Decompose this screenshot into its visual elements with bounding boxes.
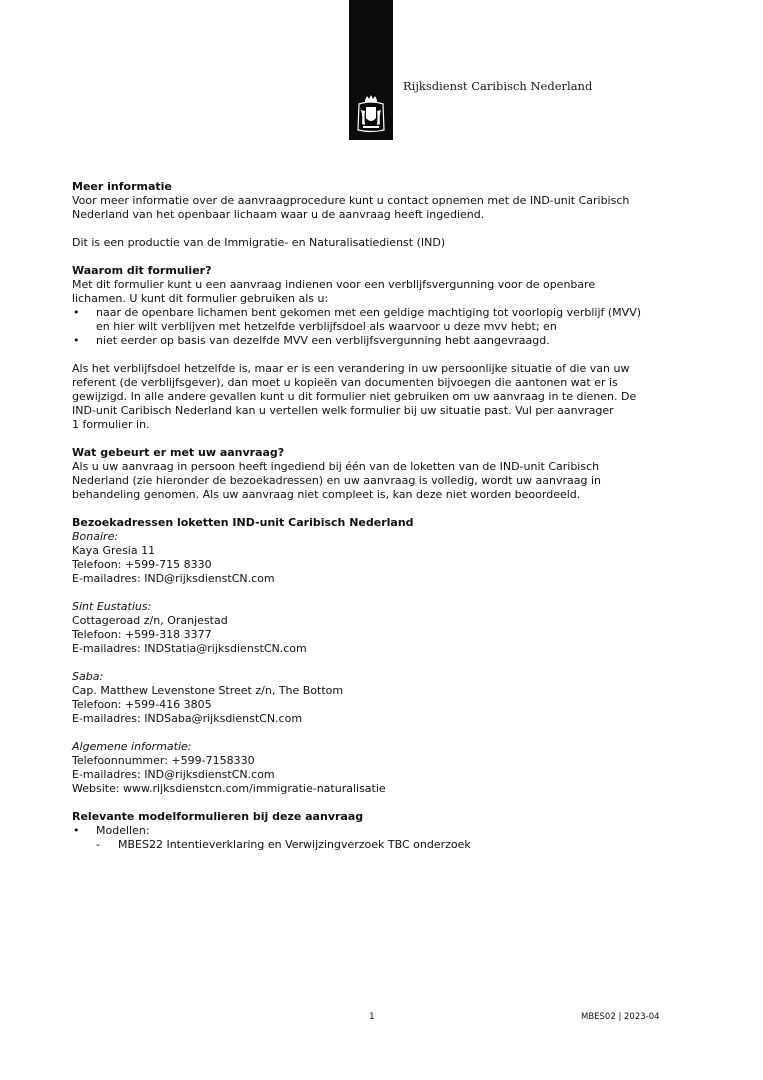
- text-line: Met dit formulier kunt u een aanvraag indienen voor een verblijfsvergunning voor de openbare: [72, 278, 596, 291]
- production-note: Dit is een productie van de Immigratie- en Naturalisatiedienst (IND): [72, 236, 446, 249]
- form-code: MBES02 | 2023-04: [581, 1012, 660, 1022]
- text-line: Voor meer informatie over de aanvraagprocedure kunt u contact opnemen met de IND-unit Caribisch: [72, 194, 630, 207]
- location-title-saba: Saba:: [72, 670, 104, 683]
- text-line: 1 formulier in.: [72, 418, 150, 431]
- page-number: 1: [369, 1012, 375, 1022]
- list-item: [72, 334, 682, 348]
- list-item-text: Modellen:: [96, 824, 150, 837]
- organization-name: Rijksdienst Caribisch Nederland: [403, 79, 593, 93]
- location-title-sint-eustatius: Sint Eustatius:: [72, 600, 152, 613]
- text-line: Nederland (zie hieronder de bezoekadressen) en uw aanvraag is volledig, wordt uw aanvraag in: [72, 474, 602, 487]
- phone-line: Telefoon: +599-318 3377: [72, 628, 212, 641]
- email-line: E-mailadres: IND@rijksdienstCN.com: [72, 572, 275, 585]
- heading-bezoekadressen: Bezoekadressen loketten IND-unit Caribisch Nederland: [72, 516, 414, 529]
- text-line: IND-unit Caribisch Nederland kan u vertellen welk formulier bij uw situatie past. Vul per aanvrager: [72, 404, 614, 417]
- coat-of-arms-icon: [356, 94, 386, 134]
- list-item: [72, 824, 682, 838]
- logo-bar: [349, 0, 393, 140]
- phone-line: Telefoon: +599-416 3805: [72, 698, 212, 711]
- list-item-text: en hier wilt verblijven met hetzelfde verblijfsdoel als waarvoor u deze mvv hebt; en: [96, 320, 557, 333]
- bullet-glyph: •: [73, 306, 80, 319]
- phone-line: Telefoonnummer: +599-7158330: [72, 754, 255, 767]
- heading-wat-gebeurt: Wat gebeurt er met uw aanvraag?: [72, 446, 285, 459]
- email-line: E-mailadres: INDSaba@rijksdienstCN.com: [72, 712, 303, 725]
- heading-waarom: Waarom dit formulier?: [72, 264, 212, 277]
- text-line: gewijzigd. In alle andere gevallen kunt u dit formulier niet gebruiken om uw aanvraag in te dienen. De: [72, 390, 637, 403]
- list-item-text: naar de openbare lichamen bent gekomen met een geldige machtiging tot voorlopig verblijf (MVV): [96, 306, 642, 319]
- website-line: Website: www.rijksdienstcn.com/immigratie-naturalisatie: [72, 782, 386, 795]
- address-line: Cap. Matthew Levenstone Street z/n, The Bottom: [72, 684, 344, 697]
- location-title-algemeen: Algemene informatie:: [72, 740, 192, 753]
- list-item: [72, 306, 682, 334]
- sub-list-item-text: MBES22 Intentieverklaring en Verwijzingverzoek TBC onderzoek: [118, 838, 471, 851]
- text-line: referent (de verblijfsgever), dan moet u kopieën van documenten bijvoegen die aantonen wat er is: [72, 376, 618, 389]
- phone-line: Telefoon: +599-715 8330: [72, 558, 212, 571]
- text-line: behandeling genomen. Als uw aanvraag niet compleet is, kan deze niet worden beoordeeld.: [72, 488, 581, 501]
- text-line: lichamen. U kunt dit formulier gebruiken als u:: [72, 292, 329, 305]
- sub-list-item: [72, 838, 682, 852]
- text-line: Als u uw aanvraag in persoon heeft ingediend bij één van de loketten van de IND-unit Caribisch: [72, 460, 600, 473]
- text-line: Nederland van het openbaar lichaam waar u de aanvraag heeft ingediend.: [72, 208, 485, 221]
- email-line: E-mailadres: IND@rijksdienstCN.com: [72, 768, 275, 781]
- list-item-text: niet eerder op basis van dezelfde MVV een verblijfsvergunning hebt aangevraagd.: [96, 334, 550, 347]
- heading-meer-informatie: Meer informatie: [72, 180, 172, 193]
- bullet-glyph: •: [73, 824, 80, 837]
- email-line: E-mailadres: INDStatia@rijksdienstCN.com: [72, 642, 307, 655]
- location-title-bonaire: Bonaire:: [72, 530, 119, 543]
- bullet-glyph: •: [73, 334, 80, 347]
- dash-glyph: -: [96, 838, 100, 851]
- address-line: Cottageroad z/n, Oranjestad: [72, 614, 228, 627]
- document-body: [72, 180, 682, 852]
- heading-modelformulieren: Relevante modelformulieren bij deze aanvraag: [72, 810, 364, 823]
- address-line: Kaya Gresia 11: [72, 544, 156, 557]
- text-line: Als het verblijfsdoel hetzelfde is, maar er is een verandering in uw persoonlijke situatie of die van uw: [72, 362, 630, 375]
